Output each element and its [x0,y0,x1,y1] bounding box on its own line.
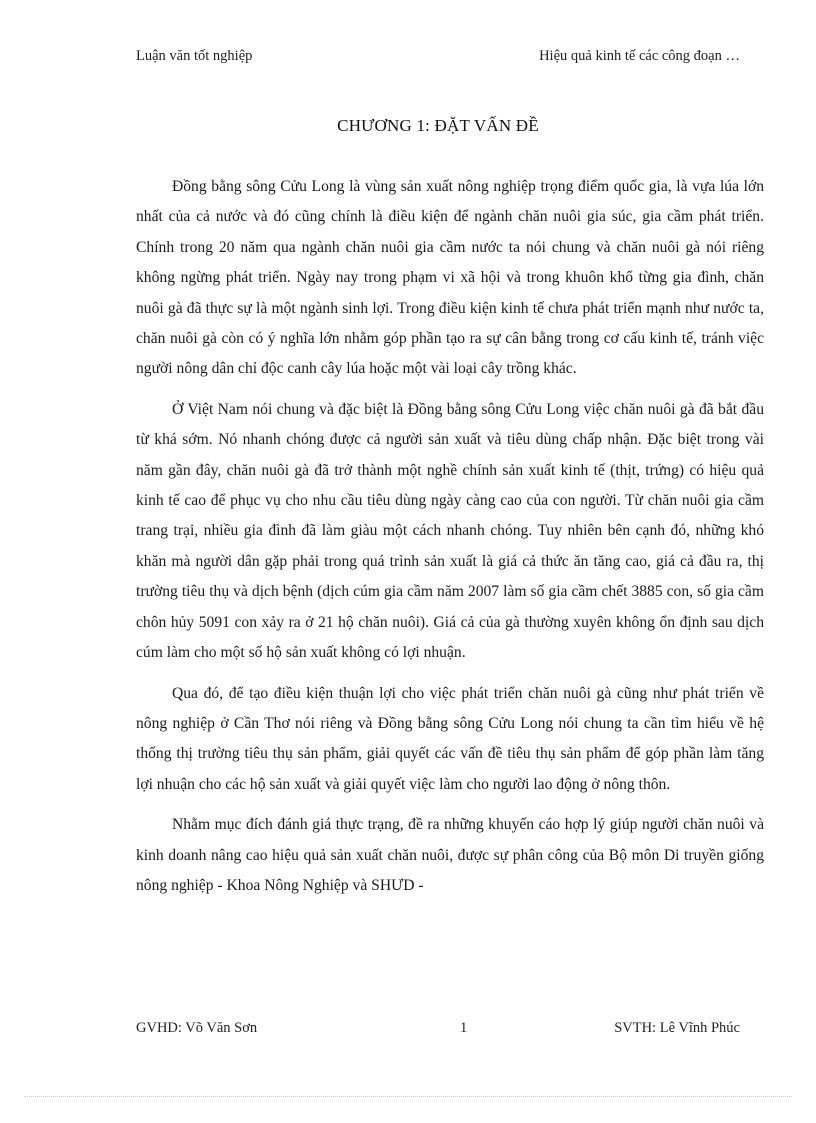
chapter-title: CHƯƠNG 1: ĐẶT VẤN ĐỀ [337,116,539,135]
page-bottom-divider [24,1096,792,1097]
paragraph-2: Ở Việt Nam nói chung và đặc biệt là Đồng bằng sông Cửu Long việc chăn nuôi gà đã bắt đầu từ khá sớm. Nó nhanh chóng được cả người sản xuất và tiêu dùng chấp nhận. Đặc biệt trong vài năm gần đây, chăn nuôi gà đã trở thành một nghề chính sản xuất kinh tế (thịt, trứng) có hiệu quả kinh tế cao để phục vụ cho nhu cầu tiêu dùng ngày càng cao của con người. Từ chăn nuôi gia cầm trang trại, nhiều gia đình đã làm giàu một cách nhanh chóng. Tuy nhiên bên cạnh đó, những khó khăn mà người dân gặp phải trong quá trình sản xuất là giá cả thức ăn tăng cao, giá cả đầu ra, thị trường tiêu thụ và dịch bệnh (dịch cúm gia cầm năm 2007 làm số gia cầm chết 3885 con, số gia cầm chôn hủy 5091 con xảy ra ở 21 hộ chăn nuôi). Giá cả của gà thường xuyên không ổn định sau dịch cúm làm cho một số hộ sản xuất không có lợi nhuận. [136,400,764,662]
paragraph-1: Đồng bằng sông Cửu Long là vùng sản xuất nông nghiệp trọng điểm quốc gia, là vựa lúa lớn nhất của cả nước và đó cũng chính là điều kiện để ngành chăn nuôi gia súc, gia cầm phát triển. Chính trong 20 năm qua ngành chăn nuôi gia cầm nước ta nói chung và chăn nuôi gà nói riêng không ngừng phát triển. Ngày nay trong phạm vi xã hội và trong khuôn khổ từng gia đình, chăn nuôi gà đã thực sự là một ngành sinh lợi. Trong điều kiện kinh tế chưa phát triển mạnh như nước ta, chăn nuôi gà còn có ý nghĩa lớn nhằm góp phần tạo ra sự cân bằng trong cơ cấu kinh tế, tránh việc người nông dân chỉ độc canh cây lúa hoặc một vài loại cây trồng khác. [136,178,764,378]
header-right-text: Hiệu quả kinh tế các công đoạn … [539,48,740,64]
footer-advisor: GVHD: Võ Văn Sơn [136,1020,258,1036]
body-text [136,172,764,911]
footer-student: SVTH: Lê Vĩnh Phúc [614,1020,740,1036]
paragraph-3: Qua đó, để tạo điều kiện thuận lợi cho việc phát triển chăn nuôi gà cũng như phát triển về nông nghiệp ở Cần Thơ nói riêng và Đồng bằng sông Cửu Long nói chung ta cần tìm hiểu về hệ thống thị trường tiêu thụ sản phẩm, giải quyết các vấn đề tiêu thụ sản phẩm để góp phần làm tăng lợi nhuận cho các hộ sản xuất và giải quyết việc làm cho người lao động ở nông thôn. [136,684,764,793]
page-footer [136,1020,740,1042]
header-left-text: Luận văn tốt nghiệp [136,48,253,64]
page-header [136,48,740,70]
page-number: 1 [460,1020,468,1036]
paragraph-4: Nhằm mục đích đánh giá thực trạng, đề ra những khuyến cáo hợp lý giúp người chăn nuôi và kinh doanh nâng cao hiệu quả sản xuất chăn nuôi, được sự phân công của Bộ môn Di truyền giống nông nghiệp - Khoa Nông Nghiệp và SHƯD - [136,816,764,894]
